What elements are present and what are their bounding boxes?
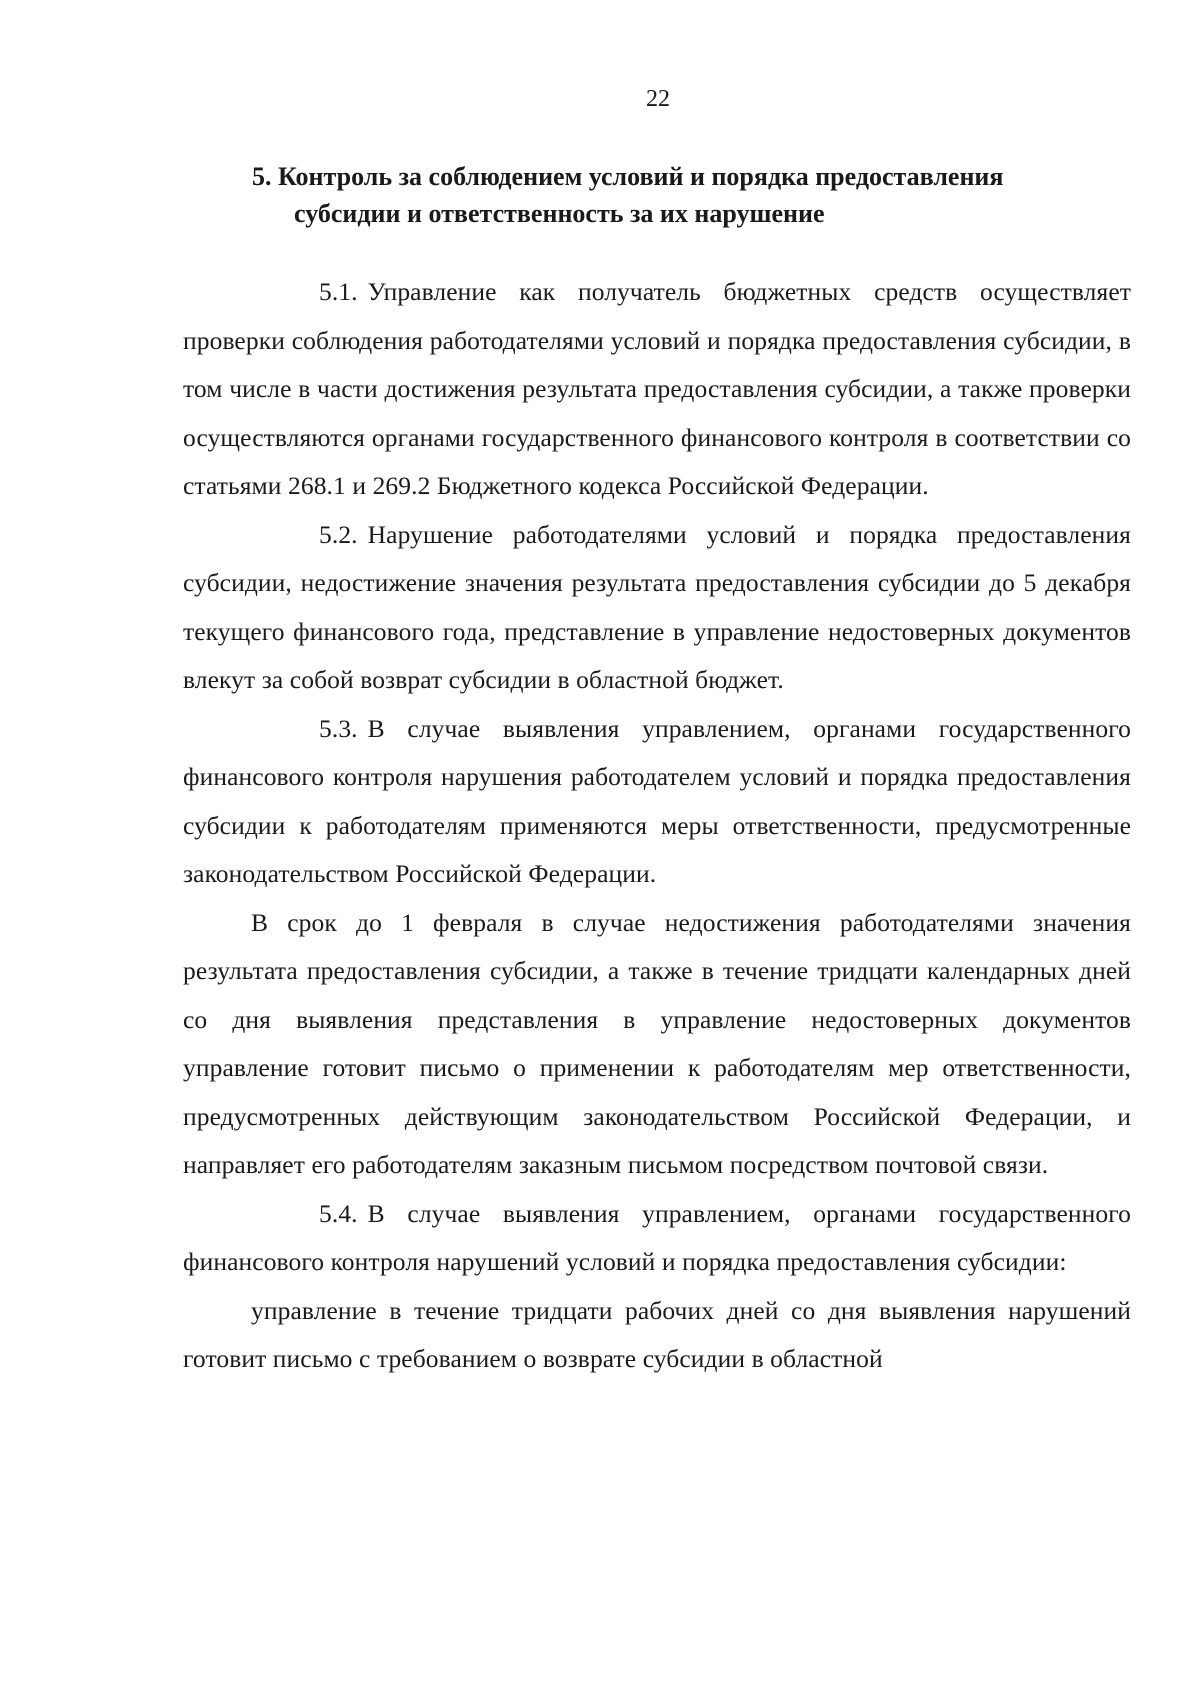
paragraph-text: В случае выявления управлением, органами государственного финансового контроля нарушений условий и порядка предоставления субсидии: bbox=[183, 1198, 1131, 1276]
paragraph-text: В срок до 1 февраля в случае недостижения работодателями значения результата предоставления субсидии, а также в течение тридцати календарных дней со дня выявления представления в управление недостоверных документов управление готовит письмо о применении к работодателям мер ответственности, предусмотренных действующим законодательством Российской Федерации, и направляет его работодателям заказным письмом посредством почтовой связи. bbox=[183, 907, 1131, 1179]
page-number: 22 bbox=[646, 86, 670, 112]
paragraph-5-1 bbox=[183, 268, 1131, 511]
paragraph-text: управление в течение тридцати рабочих дней со дня выявления нарушений готовит письмо с требованием о возврате субсидии в областной bbox=[183, 1295, 1131, 1373]
paragraph-text: Нарушение работодателями условий и порядка предоставления субсидии, недостижение значения результата предоставления субсидии до 5 декабря текущего финансового года, представление в управление недостоверных документов влекут за собой возврат субсидии в областной бюджет. bbox=[183, 519, 1131, 694]
paragraph-5-4-continuation bbox=[183, 1287, 1131, 1384]
paragraph-5-3 bbox=[183, 705, 1131, 899]
paragraph-text: В случае выявления управлением, органами государственного финансового контроля нарушения работодателем условий и порядка предоставления субсидии к работодателям применяются меры ответственности, предусмотренные законодательством Российской Федерации. bbox=[183, 713, 1131, 888]
paragraph-number: 5.4. bbox=[319, 1198, 358, 1228]
paragraph-number: 5.3. bbox=[319, 713, 358, 743]
paragraph-text: Управление как получатель бюджетных средств осуществляет проверки соблюдения работодателями условий и порядка предоставления субсидии, в том числе в части достижения результата предоставления субсидии, а также проверки осуществляются органами государственного финансового контроля в соответствии со статьями 268.1 и 269.2 Бюджетного кодекса Российской Федерации. bbox=[183, 277, 1131, 500]
document-body bbox=[183, 268, 1131, 1384]
section-heading bbox=[252, 158, 1132, 232]
paragraph-5-2 bbox=[183, 511, 1131, 705]
section-heading-line-1: 5. Контроль за соблюдением условий и порядка предоставления bbox=[252, 162, 1004, 191]
paragraph-number: 5.1. bbox=[319, 277, 358, 306]
section-heading-line-2: субсидии и ответственность за их нарушение bbox=[294, 199, 825, 228]
paragraph-5-3-continuation bbox=[183, 899, 1131, 1190]
paragraph-5-4 bbox=[183, 1190, 1131, 1287]
paragraph-number: 5.2. bbox=[319, 519, 358, 549]
